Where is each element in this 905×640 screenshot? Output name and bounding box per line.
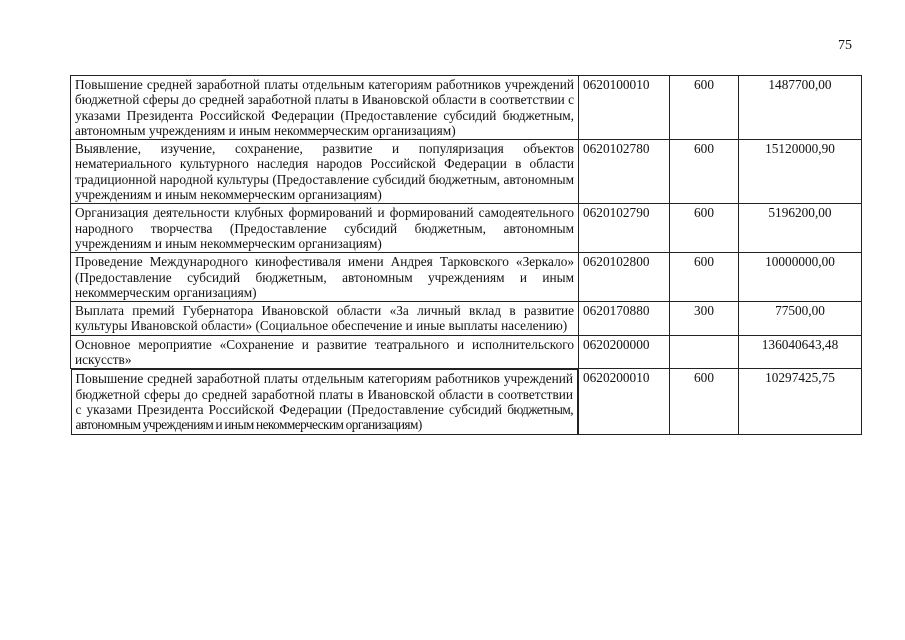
row-expense-type: 600 (670, 76, 739, 140)
row-amount: 1487700,00 (739, 76, 862, 140)
row-expense-type: 600 (670, 369, 739, 435)
row-amount: 136040643,48 (739, 335, 862, 369)
row-description: Организация деятельности клубных формирований и формирований самодеятельного народного творчества (Предоставление субсидий бюджетным, автономным учреждениям и иным некоммерческим организациям) (71, 204, 579, 253)
row-expense-type: 600 (670, 253, 739, 302)
row-description: Выплата премий Губернатора Ивановской области «За личный вклад в развитие культуры Ивановской области» (Социальное обеспечение и иные выплаты населению) (71, 302, 579, 336)
budget-table (70, 75, 862, 435)
table-row (71, 253, 862, 302)
row-description: Повышение средней заработной платы отдельным категориям работников учреждений бюджетной сферы до средней заработной платы в Ивановской области в соответствии с указами Президента Российской Федерации (Предоставление субсидий бюджетным, автономным учреждениям и иным некоммерческим организациям) (71, 76, 579, 140)
page-number: 75 (838, 38, 852, 53)
row-expense-type: 600 (670, 140, 739, 204)
row-description: Выявление, изучение, сохранение, развитие и популяризация объектов нематериального культурного наследия народов Российской Федерации в области традиционной народной культуры (Предоставление субсидий бюджетным, автономным учреждениям и иным некоммерческим организациям) (71, 140, 579, 204)
row-target-code: 0620100010 (579, 76, 670, 140)
table-row (71, 302, 862, 336)
table-row (71, 76, 862, 140)
row-target-code: 0620102800 (579, 253, 670, 302)
row-target-code: 0620200000 (579, 335, 670, 369)
row-description-part: Повышение средней заработной платы отдельным категориям работников учреждений бюджетной сферы до средней заработной платы в Ивановской области в соответствии с указами Президента Российской Федерации (Предоставление субсидий (75, 371, 573, 417)
table-row (71, 335, 862, 369)
row-amount: 77500,00 (739, 302, 862, 336)
row-amount: 10000000,00 (739, 253, 862, 302)
row-amount: 10297425,75 (739, 369, 862, 435)
row-expense-type: 300 (670, 302, 739, 336)
row-description (71, 369, 579, 434)
row-target-code: 0620200010 (579, 369, 670, 435)
table-row (71, 204, 862, 253)
table-row (71, 140, 862, 204)
row-description: Основное мероприятие «Сохранение и развитие театрального и исполнительского искусств» (71, 335, 579, 369)
row-target-code: 0620170880 (579, 302, 670, 336)
row-expense-type (670, 335, 739, 369)
row-target-code: 0620102780 (579, 140, 670, 204)
row-amount: 15120000,90 (739, 140, 862, 204)
row-description-condensed-part: бюджетным, автономным учреждениям и иным некоммерческим организациям) (75, 401, 573, 433)
row-target-code: 0620102790 (579, 204, 670, 253)
row-expense-type: 600 (670, 204, 739, 253)
row-amount: 5196200,00 (739, 204, 862, 253)
row-description: Проведение Международного кинофестиваля имени Андрея Тарковского «Зеркало» (Предоставление субсидий бюджетным, автономным учреждениям и иным некоммерческим организациям) (71, 253, 579, 302)
table-row (71, 369, 862, 435)
